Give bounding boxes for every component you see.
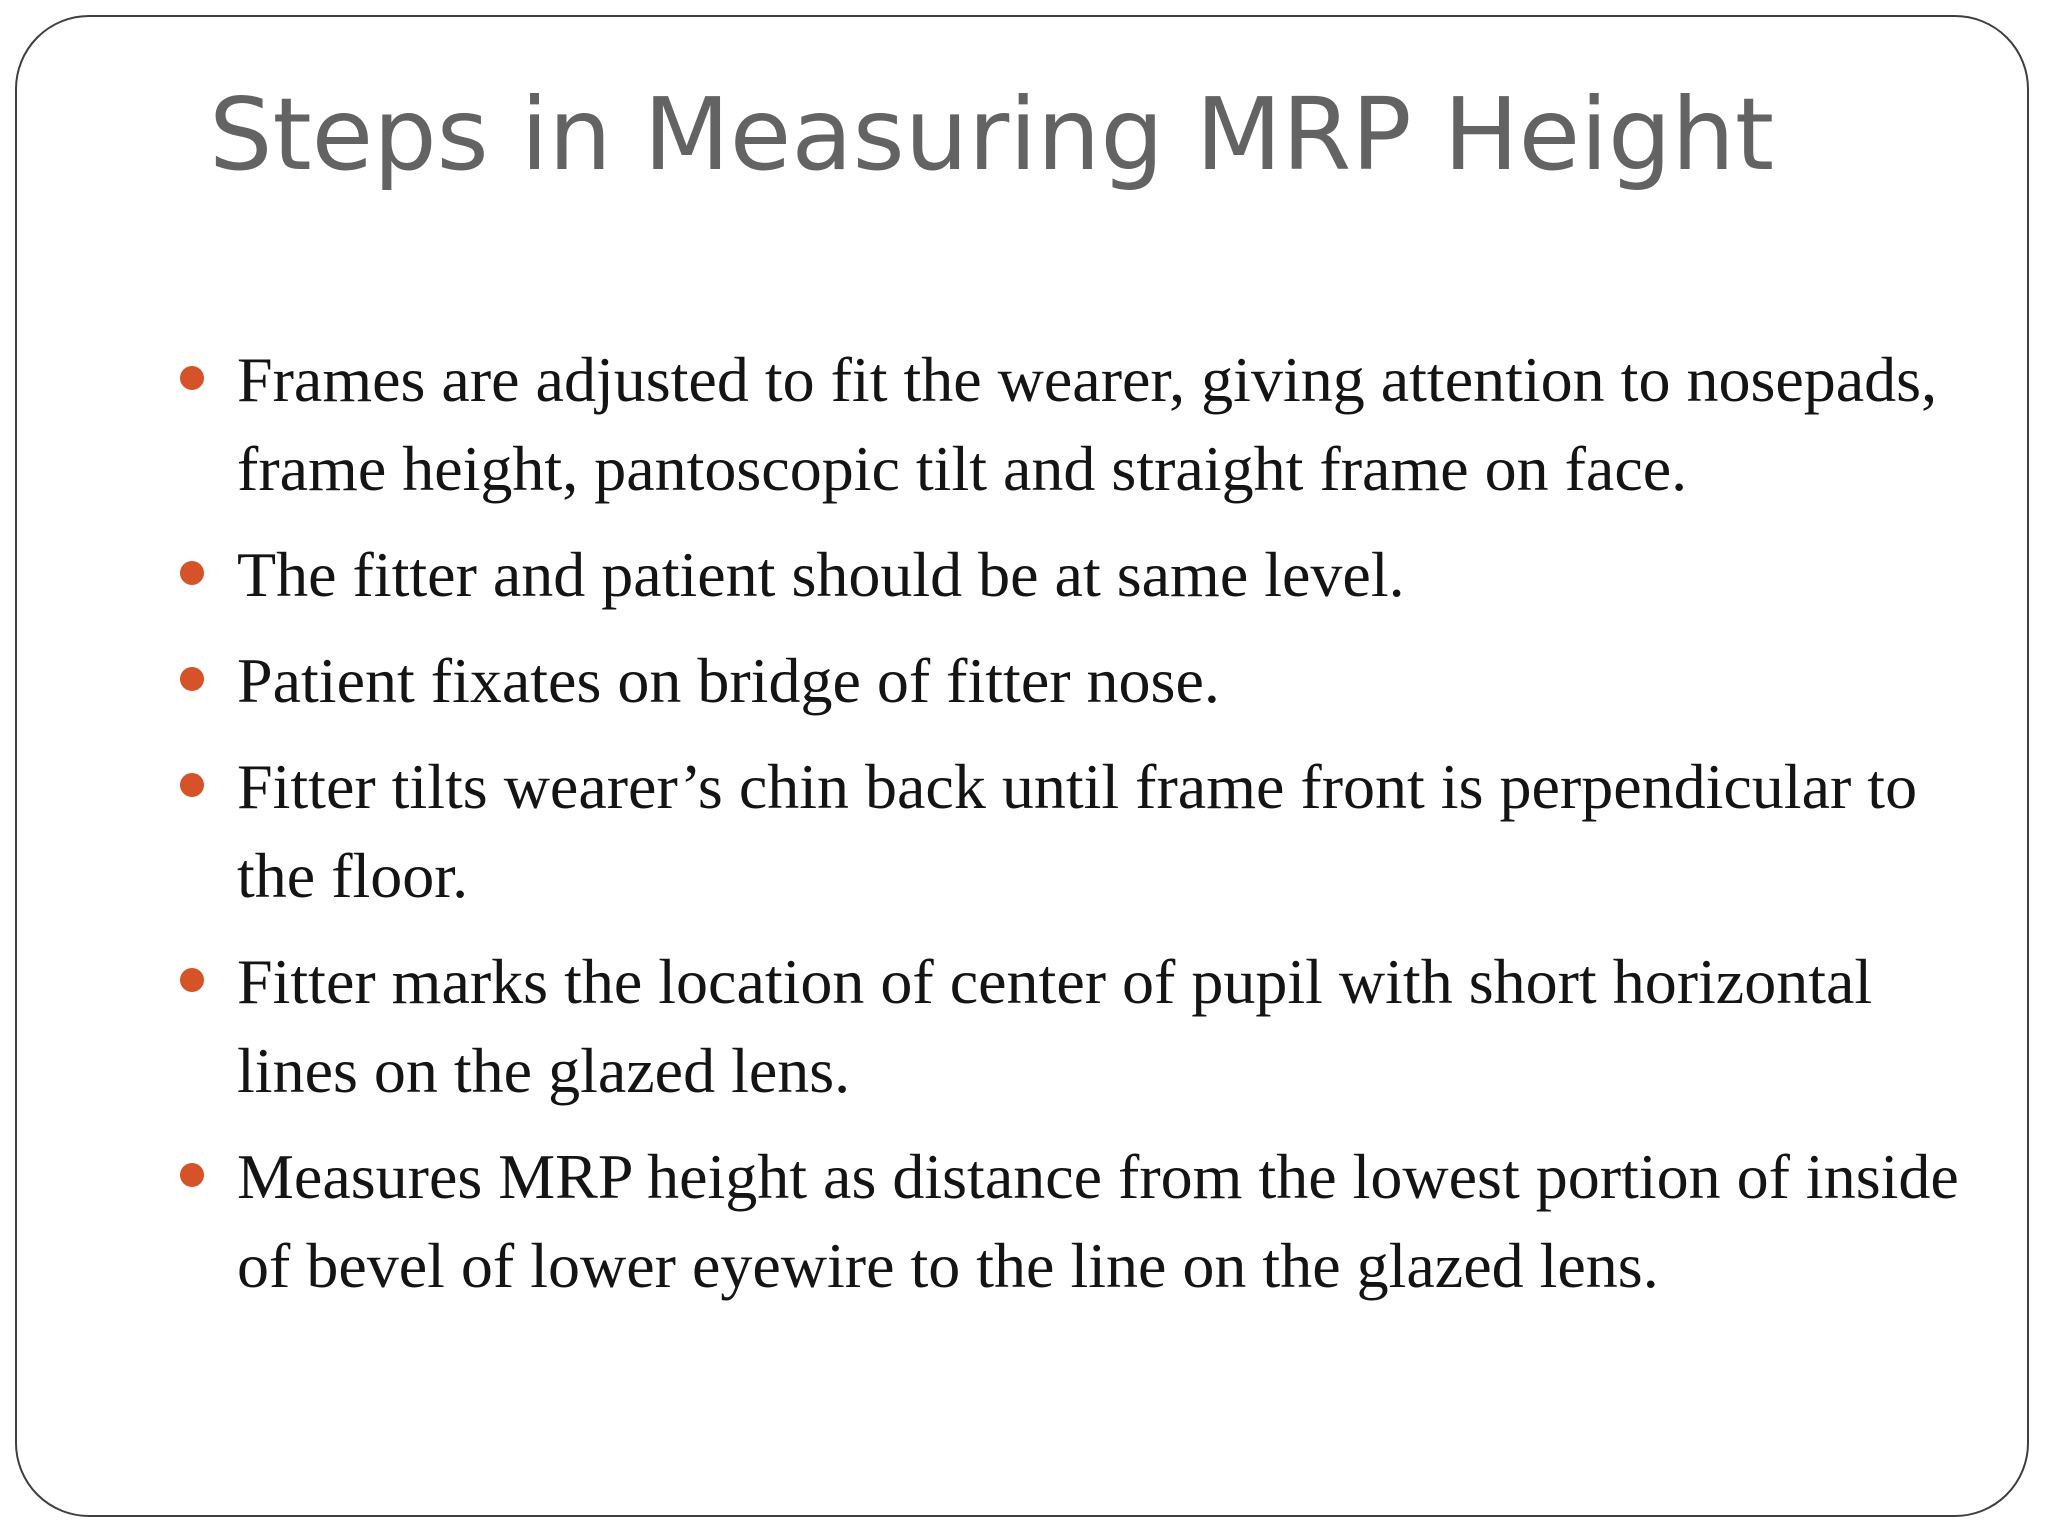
bullet-dot-icon <box>180 561 204 585</box>
bullet-item <box>237 636 1977 725</box>
bullet-list <box>237 335 1977 1327</box>
bullet-dot-icon <box>180 773 204 797</box>
bullet-text: Patient fixates on bridge of fitter nose. <box>237 645 1220 716</box>
bullet-dot-icon <box>180 968 204 992</box>
bullet-text: Measures MRP height as distance from the lowest portion of inside of bevel of lower eyewire to the line on the glazed lens. <box>237 1141 1959 1301</box>
bullet-item <box>237 937 1977 1115</box>
bullet-text: Fitter marks the location of center of pupil with short horizontal lines on the glazed lens. <box>237 946 1873 1106</box>
bullet-dot-icon <box>180 366 204 390</box>
bullet-dot-icon <box>180 1163 204 1187</box>
bullet-text: Fitter tilts wearer’s chin back until frame front is perpendicular to the floor. <box>237 751 1918 911</box>
slide <box>15 15 2029 1517</box>
bullet-item <box>237 742 1977 920</box>
bullet-dot-icon <box>180 667 204 691</box>
bullet-text: Frames are adjusted to fit the wearer, giving attention to nosepads, frame height, pantoscopic tilt and straight frame on face. <box>237 344 1938 504</box>
slide-title: Steps in Measuring MRP Height <box>209 76 1775 193</box>
bullet-text: The fitter and patient should be at same level. <box>237 539 1405 610</box>
bullet-item <box>237 335 1977 513</box>
bullet-item <box>237 530 1977 619</box>
bullet-item <box>237 1132 1977 1310</box>
